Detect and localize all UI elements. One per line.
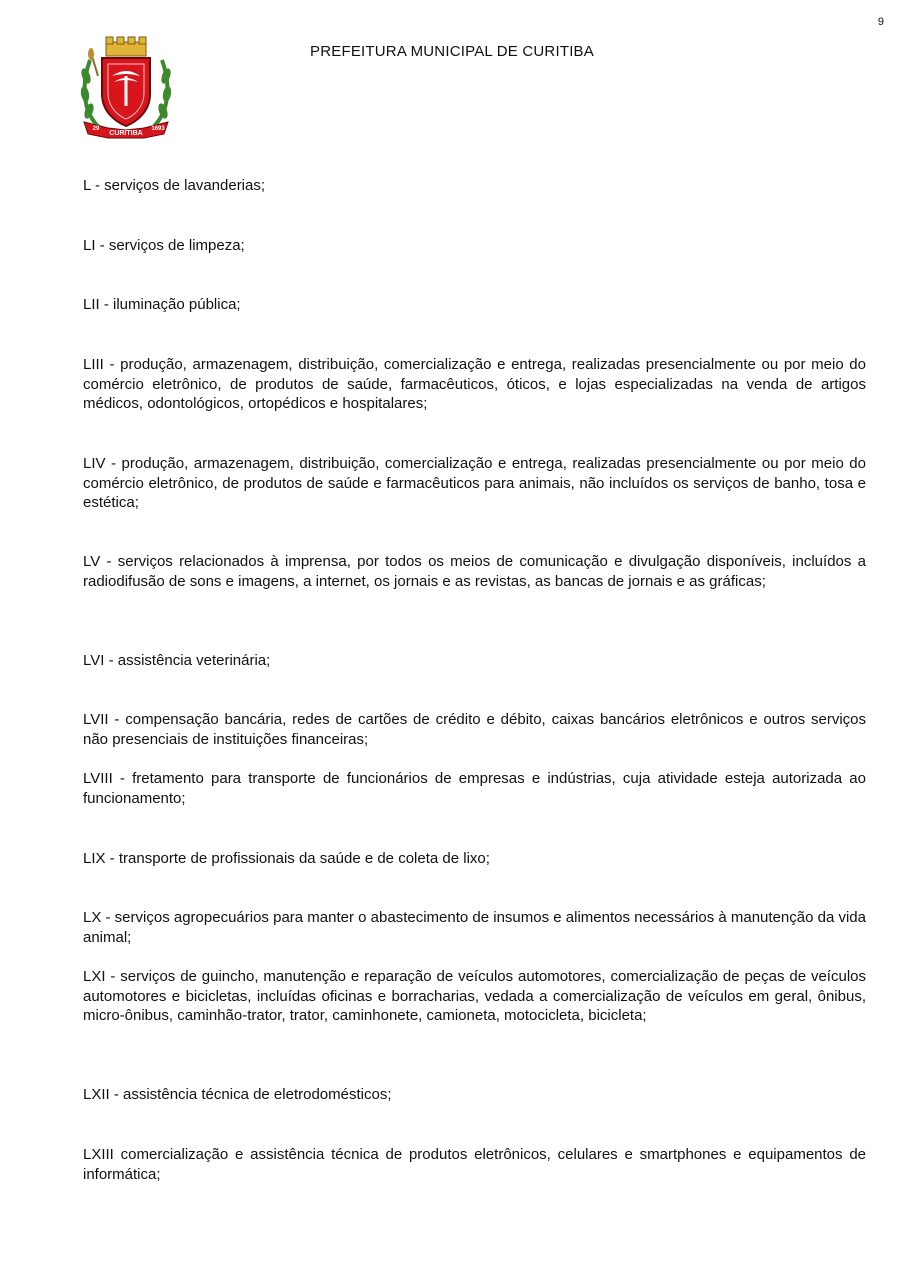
list-item-lix: LIX - transporte de profissionais da saúde e de coleta de lixo; <box>83 850 490 867</box>
list-item-liv: LIV - produção, armazenagem, distribuição, comercialização e entrega, realizadas presencialmente ou por meio do comércio eletrônico, de produtos de saúde e farmacêuticos para animais, não incluídos os serviços de banho, tosa e estética; <box>83 455 866 511</box>
list-item-lxi: LXI - serviços de guincho, manutenção e reparação de veículos automotores, comercialização de peças de veículos automotores e bicicletas, incluídas oficinas e borracharias, vedada a comercialização de veículos em geral, ônibus, micro-ônibus, caminhão-trator, trator, caminhonete, camioneta, motocicleta, bicicleta; <box>83 968 866 1024</box>
list-item-lvii: LVII - compensação bancária, redes de cartões de crédito e débito, caixas bancários eletrônicos e outros serviços não presenciais de instituições financeiras; <box>83 711 866 748</box>
list-item-l: L - serviços de lavanderias; <box>83 177 266 194</box>
list-item-lxiii: LXIII comercialização e assistência técnica de produtos eletrônicos, celulares e smartphones e equipamentos de informática; <box>83 1146 866 1183</box>
list-item-lx: LX - serviços agropecuários para manter o abastecimento de insumos e alimentos necessários à manutenção da vida animal; <box>83 909 866 946</box>
list-item-li: LI - serviços de limpeza; <box>83 237 245 254</box>
list-item-lv: LV - serviços relacionados à imprensa, por todos os meios de comunicação e divulgação disponíveis, incluídos a radiodifusão de sons e imagens, a internet, os jornais e as revistas, as bancas de jornais e as gráficas; <box>83 553 866 590</box>
page-number: 9 <box>877 16 884 28</box>
logo-city-text: CURITIBA <box>109 130 143 137</box>
list-item-lii: LII - iluminação pública; <box>83 296 241 313</box>
page-header-title: PREFEITURA MUNICIPAL DE CURITIBA <box>310 43 594 60</box>
list-item-lviii: LVIII - fretamento para transporte de funcionários de empresas e indústrias, cuja atividade esteja autorizada ao funcionamento; <box>83 770 866 807</box>
logo-left-number: 29 <box>92 126 100 132</box>
list-item-lvi: LVI - assistência veterinária; <box>83 652 271 669</box>
list-item-liii: LIII - produção, armazenagem, distribuição, comercialização e entrega, realizadas presencialmente ou por meio do comércio eletrônico, de produtos de saúde, farmacêuticos, óticos, e lojas especializadas na venda de artigos médicos, odontológicos, ortopédicos e hospitalares; <box>83 356 866 412</box>
logo-right-number: 1693 <box>151 126 165 132</box>
list-item-lxii: LXII - assistência técnica de eletrodomésticos; <box>83 1086 392 1103</box>
